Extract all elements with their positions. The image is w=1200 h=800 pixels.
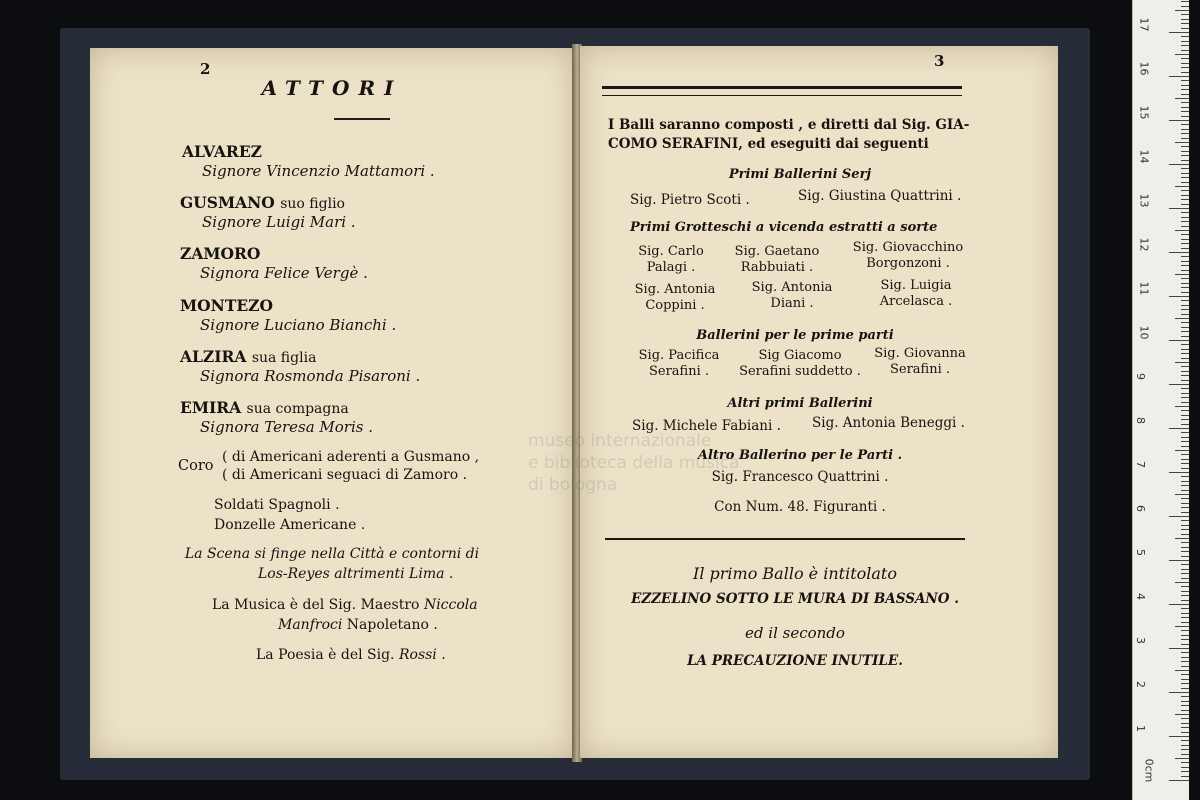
ruler-tick <box>1181 710 1189 711</box>
left-page <box>90 48 574 758</box>
ruler-tick <box>1181 177 1189 178</box>
ruler-tick <box>1181 19 1189 20</box>
title-rule <box>334 118 390 120</box>
ruler-tick <box>1181 591 1189 592</box>
ruler-tick <box>1181 476 1189 477</box>
ruler-tick <box>1181 182 1189 183</box>
extras-line: Soldati Spagnoli . <box>214 497 340 513</box>
ruler-tick <box>1181 63 1189 64</box>
ruler-tick <box>1181 221 1189 222</box>
section-heading: Altro Ballerino per le Parti . <box>697 448 903 463</box>
ruler-tick <box>1181 94 1189 95</box>
ruler-tick <box>1181 41 1189 42</box>
music-line: La Musica è del Sig. Maestro Niccola <box>212 597 478 613</box>
ruler-tick <box>1169 648 1189 649</box>
ruler-tick <box>1181 666 1189 667</box>
ruler-tick <box>1169 164 1189 165</box>
ruler-tick <box>1181 723 1189 724</box>
ruler-tick <box>1175 538 1189 539</box>
ruler-tick <box>1175 362 1189 363</box>
ruler-tick <box>1169 604 1189 605</box>
ruler-tick <box>1181 133 1189 134</box>
right-page <box>580 46 1058 758</box>
ruler-tick <box>1181 696 1189 697</box>
ruler-tick <box>1175 758 1189 759</box>
ruler-tick <box>1181 28 1189 29</box>
dancer-name: Sig. Antonia Diani . <box>751 280 833 311</box>
museum-watermark: museo internazionale e biblioteca della musica di bologna <box>528 431 740 495</box>
ruler-tick <box>1181 256 1189 257</box>
ruler-tick <box>1181 534 1189 535</box>
ruler-tick <box>1175 406 1189 407</box>
ruler-tick <box>1181 393 1189 394</box>
ruler-tick <box>1181 525 1189 526</box>
ruler-tick <box>1169 560 1189 561</box>
ruler-tick <box>1181 595 1189 596</box>
ruler-tick <box>1181 630 1189 631</box>
ruler-tick <box>1181 569 1189 570</box>
ruler-tick <box>1181 116 1189 117</box>
ruler-tick <box>1181 674 1189 675</box>
ruler-tick <box>1181 151 1189 152</box>
ruler-tick <box>1181 432 1189 433</box>
ruler-tick <box>1181 767 1189 768</box>
ruler-tick <box>1181 679 1189 680</box>
measurement-ruler: 0cm 1 2 3 4 5 6 7 8 9 10 11 12 13 14 15 16 17 <box>1132 0 1189 800</box>
ruler-tick <box>1175 714 1189 715</box>
dancer-name: Sig Giacomo Serafini suddetto . <box>739 348 861 379</box>
ruler-tick <box>1181 23 1189 24</box>
ruler-tick <box>1181 283 1189 284</box>
ruler-tick <box>1181 454 1189 455</box>
ruler-tick <box>1181 573 1189 574</box>
ruler-tick <box>1181 622 1189 623</box>
ruler-tick <box>1181 498 1189 499</box>
ballo-intro: Il primo Ballo è intitolato <box>693 564 897 583</box>
page-number: 3 <box>934 52 945 70</box>
ruler-tick <box>1181 415 1189 416</box>
ruler-tick <box>1181 58 1189 59</box>
ruler-tick <box>1181 705 1189 706</box>
chorus-label: Coro <box>178 458 214 474</box>
ruler-tick <box>1181 617 1189 618</box>
cast-role: ALVAREZ <box>182 142 262 161</box>
ruler-tick <box>1181 80 1189 81</box>
ruler-tick <box>1181 652 1189 653</box>
ruler-tick <box>1181 503 1189 504</box>
ruler-tick <box>1181 745 1189 746</box>
ruler-tick <box>1181 661 1189 662</box>
ruler-tick <box>1181 608 1189 609</box>
ruler-tick <box>1175 626 1189 627</box>
header-rule <box>602 86 962 96</box>
ruler-tick <box>1181 380 1189 381</box>
extras-line: Donzelle Americane . <box>214 517 366 533</box>
ruler-tick <box>1181 226 1189 227</box>
ruler-tick <box>1181 635 1189 636</box>
ruler-tick <box>1181 727 1189 728</box>
ruler-tick <box>1181 265 1189 266</box>
page-number: 2 <box>200 60 211 78</box>
ruler-tick <box>1181 419 1189 420</box>
ruler-tick <box>1181 243 1189 244</box>
dancer-name: Sig. Pietro Scoti . <box>630 192 750 208</box>
ruler-tick <box>1181 129 1189 130</box>
dancer-name: Sig. Antonia Beneggi . <box>812 415 965 431</box>
ruler-tick <box>1175 318 1189 319</box>
ruler-tick <box>1181 683 1189 684</box>
ruler-tick <box>1181 424 1189 425</box>
ruler-tick <box>1169 384 1189 385</box>
ruler-tick <box>1181 754 1189 755</box>
cast-role: ALZIRA sua figlia <box>180 347 317 366</box>
ruler-tick <box>1181 701 1189 702</box>
ruler-tick <box>1181 520 1189 521</box>
ruler-tick <box>1175 274 1189 275</box>
ruler-tick <box>1181 287 1189 288</box>
ruler-tick <box>1181 490 1189 491</box>
ruler-tick <box>1175 10 1189 11</box>
ruler-tick <box>1181 6 1189 7</box>
ruler-tick <box>1175 98 1189 99</box>
ruler-tick <box>1175 54 1189 55</box>
section-heading: Altri primi Ballerini <box>727 396 873 411</box>
ruler-tick <box>1181 45 1189 46</box>
ruler-tick <box>1181 542 1189 543</box>
cast-actor: Signore Luigi Mari . <box>202 213 356 231</box>
ruler-tick <box>1181 102 1189 103</box>
ruler-tick <box>1181 437 1189 438</box>
ruler-tick <box>1169 208 1189 209</box>
ruler-tick <box>1181 322 1189 323</box>
ballo-intro: ed il secondo <box>745 624 845 642</box>
ruler-tick <box>1169 252 1189 253</box>
ruler-tick <box>1181 1 1189 2</box>
ruler-tick <box>1181 481 1189 482</box>
ruler-tick <box>1181 261 1189 262</box>
ruler-tick <box>1181 732 1189 733</box>
ruler-tick <box>1181 168 1189 169</box>
ruler-tick <box>1169 296 1189 297</box>
ruler-tick <box>1181 212 1189 213</box>
ruler-tick <box>1181 85 1189 86</box>
ruler-tick <box>1181 551 1189 552</box>
ruler-tick <box>1181 366 1189 367</box>
cast-actor: Signore Luciano Bianchi . <box>200 316 397 334</box>
ruler-tick <box>1181 547 1189 548</box>
ruler-tick <box>1181 446 1189 447</box>
ruler-tick <box>1181 529 1189 530</box>
cast-actor: Signore Vincenzio Mattamori . <box>202 162 435 180</box>
ruler-tick <box>1181 485 1189 486</box>
dancer-name: Sig. Antonia Coppini . <box>634 282 716 313</box>
ruler-tick <box>1181 155 1189 156</box>
ruler-tick <box>1181 657 1189 658</box>
ruler-tick <box>1175 494 1189 495</box>
poetry-line: La Poesia è del Sig. Rossi . <box>256 647 446 663</box>
intro-line: I Balli saranno composti , e diretti dal Sig. GIA- <box>608 117 970 133</box>
chorus-line: ( di Americani seguaci di Zamoro . <box>222 467 468 483</box>
dancer-name: Sig. Luigia Arcelasca . <box>879 278 953 309</box>
cast-actor: Signora Rosmonda Pisaroni . <box>200 367 421 385</box>
ruler-tick <box>1181 50 1189 51</box>
ruler-tick <box>1181 349 1189 350</box>
ruler-tick <box>1181 314 1189 315</box>
scene-line: La Scena si finge nella Città e contorni di <box>184 546 480 562</box>
cast-role: GUSMANO suo figlio <box>180 193 345 212</box>
ruler-tick <box>1169 428 1189 429</box>
ruler-tick <box>1175 670 1189 671</box>
ruler-tick <box>1175 142 1189 143</box>
cast-role: MONTEZO <box>180 296 273 315</box>
ruler-tick <box>1181 305 1189 306</box>
ruler-tick <box>1169 76 1189 77</box>
ruler-tick <box>1181 771 1189 772</box>
ruler-tick <box>1181 776 1189 777</box>
ruler-tick <box>1181 410 1189 411</box>
ruler-tick <box>1181 468 1189 469</box>
section-rule <box>605 538 965 540</box>
cast-actor: Signora Teresa Moris . <box>200 418 374 436</box>
figuranti-line: Con Num. 48. Figuranti . <box>714 499 886 515</box>
dancer-name: Sig. Carlo Palagi . <box>638 244 704 275</box>
ruler-tick <box>1181 586 1189 587</box>
dancer-name: Sig. Francesco Quattrini . <box>711 469 889 485</box>
chorus-line: ( di Americani aderenti a Gusmano , <box>222 449 480 465</box>
ruler-tick <box>1181 507 1189 508</box>
ruler-tick <box>1181 331 1189 332</box>
ruler-tick <box>1181 600 1189 601</box>
ruler-tick <box>1181 89 1189 90</box>
ruler-tick <box>1169 516 1189 517</box>
ruler-tick <box>1169 472 1189 473</box>
ruler-tick <box>1169 340 1189 341</box>
dancer-name: Sig. Pacifica Serafini . <box>638 348 720 379</box>
dancer-name: Sig. Gaetano Rabbuiati . <box>734 244 820 275</box>
ruler-tick <box>1181 190 1189 191</box>
ruler-tick <box>1181 644 1189 645</box>
ruler-tick <box>1181 14 1189 15</box>
chorus-lines <box>222 448 479 484</box>
ruler-tick <box>1181 160 1189 161</box>
ruler-tick <box>1181 111 1189 112</box>
intro-line: COMO SERAFINI, ed eseguiti dai seguenti <box>608 136 929 152</box>
ruler-tick <box>1181 138 1189 139</box>
ruler-tick <box>1181 397 1189 398</box>
ruler-tick <box>1181 173 1189 174</box>
ruler-tick <box>1181 762 1189 763</box>
cast-role: EMIRA sua compagna <box>180 398 349 417</box>
ruler-tick <box>1181 556 1189 557</box>
ruler-tick <box>1181 309 1189 310</box>
cast-role: ZAMORO <box>180 244 261 263</box>
ruler-tick <box>1181 358 1189 359</box>
section-heading: Primi Ballerini Serj <box>728 167 872 182</box>
ruler-tick <box>1181 564 1189 565</box>
ruler-tick <box>1169 780 1189 781</box>
cast-actor: Signora Felice Vergè . <box>200 264 368 282</box>
ruler-tick <box>1181 463 1189 464</box>
ruler-tick <box>1181 441 1189 442</box>
ruler-tick <box>1181 67 1189 68</box>
ruler-tick <box>1169 120 1189 121</box>
ruler-tick <box>1175 186 1189 187</box>
ruler-tick <box>1181 402 1189 403</box>
ruler-tick <box>1169 692 1189 693</box>
ruler-tick <box>1181 248 1189 249</box>
ballo-title: EZZELINO SOTTO LE MURA DI BASSANO . <box>631 591 959 607</box>
ruler-tick <box>1181 124 1189 125</box>
dancer-name: Sig. Giovacchino Borgonzoni . <box>852 240 964 271</box>
section-heading: Primi Grotteschi a vicenda estratti a sorte <box>630 220 938 235</box>
ruler-tick <box>1181 388 1189 389</box>
ruler-tick <box>1181 336 1189 337</box>
music-line: Manfroci Napoletano . <box>278 617 438 633</box>
ruler-tick <box>1181 344 1189 345</box>
ruler-tick <box>1181 327 1189 328</box>
ruler-tick <box>1181 613 1189 614</box>
scene-line: Los-Reyes altrimenti Lima . <box>258 566 454 582</box>
ruler-tick <box>1181 195 1189 196</box>
ruler-tick <box>1181 36 1189 37</box>
ruler-tick <box>1181 278 1189 279</box>
ruler-tick <box>1181 740 1189 741</box>
ruler-tick <box>1181 749 1189 750</box>
ballo-title: LA PRECAUZIONE INUTILE. <box>687 653 903 669</box>
ruler-tick <box>1181 459 1189 460</box>
ruler-tick <box>1181 375 1189 376</box>
ruler-tick <box>1181 578 1189 579</box>
ruler-tick <box>1175 450 1189 451</box>
section-heading: Ballerini per le prime parti <box>696 328 894 343</box>
ruler-tick <box>1181 300 1189 301</box>
dancer-name: Sig. Michele Fabiani . <box>632 418 781 434</box>
ruler-tick <box>1181 72 1189 73</box>
ruler-tick <box>1181 353 1189 354</box>
ruler-tick <box>1181 688 1189 689</box>
ruler-tick <box>1181 292 1189 293</box>
ruler-tick <box>1181 199 1189 200</box>
ruler-tick <box>1181 270 1189 271</box>
ruler-tick <box>1181 239 1189 240</box>
ruler-tick <box>1169 32 1189 33</box>
ruler-tick <box>1181 204 1189 205</box>
ruler-tick <box>1181 512 1189 513</box>
dancer-name: Sig. Giovanna Serafini . <box>874 346 966 377</box>
ruler-tick <box>1175 230 1189 231</box>
ruler-tick <box>1175 582 1189 583</box>
dancer-name: Sig. Giustina Quattrini . <box>798 188 962 204</box>
ruler-tick <box>1181 107 1189 108</box>
ruler-tick <box>1169 736 1189 737</box>
ruler-tick <box>1181 639 1189 640</box>
ruler-tick <box>1181 217 1189 218</box>
page-title: ATTORI <box>261 76 403 100</box>
ruler-tick <box>1181 234 1189 235</box>
ruler-tick <box>1181 146 1189 147</box>
ruler-tick <box>1181 371 1189 372</box>
ruler-tick <box>1181 718 1189 719</box>
